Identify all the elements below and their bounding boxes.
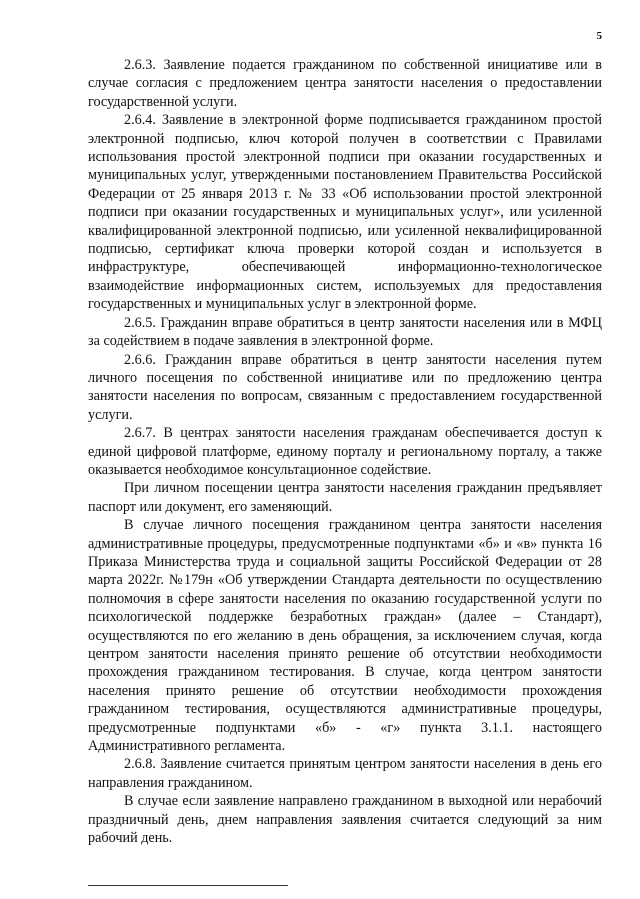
- paragraph-2-6-6: 2.6.6. Гражданин вправе обратиться в центр занятости населения путем личного посещения по собственной инициативе или по предложению центра занятости населения по вопросам, связанным с предоставлением государственной услуги.: [88, 351, 602, 423]
- footer-divider: [88, 885, 288, 886]
- paragraph-holiday: В случае если заявление направлено гражданином в выходной или нерабочий праздничный день, днем направления заявления считается следующий за ним рабочий день.: [88, 793, 602, 847]
- paragraph-2-6-3: 2.6.3. Заявление подается гражданином по собственной инициативе или в случае согласия с предложением центра занятости населения о предоставлении государственной услуги.: [88, 57, 602, 110]
- paragraph-2-6-4: 2.6.4. Заявление в электронной форме подписывается гражданином простой электронной подписью, ключ которой получен в соответствии с Правилами использования простой электронной подписи при оказании государственных и муниципальных услуг, утвержденными постановлением Правительства Российской Федерации от 25 января 2013 г. № 33 «Об использовании простой электронной подписи при оказании государственных и муниципальных услуг», или усиленной квалифицированной электронной подписью, или усиленной неквалифицированной подписью, сертификат ключа проверки которой создан и используется в инфраструктуре, обеспечивающей информационно-технологическое взаимодействие информационных систем, используемых для предоставления государственных и муниципальных услуг в электронной форме.: [88, 112, 602, 313]
- document-body: [88, 56, 602, 847]
- paragraph-personal-visit: В случае личного посещения гражданином центра занятости населения административные процедуры, предусмотренные подпунктами «б» и «в» пункта 16 Приказа Министерства труда и социальной защиты Российской Федерации от 28 марта 2022г. №179н «Об утверждении Стандарта деятельности по осуществлению полномочия в сфере занятости населения по оказанию государственной услуги по психологической поддержке безработных граждан» (далее – Стандарт), осуществляются по его желанию в день обращения, за исключением случая, когда центром занятости населения принято решение об отсутствии необходимости прохождения гражданином тестирования. В случае, когда центром занятости населения принято решение об отсутствии необходимости прохождения гражданином тестирования, осуществляются административные процедуры, предусмотренные подпунктами «б» - «г» пункта 3.1.1. настоящего Административного регламента.: [88, 517, 602, 755]
- paragraph-2-6-8: 2.6.8. Заявление считается принятым центром занятости населения в день его направления гражданином.: [88, 756, 602, 791]
- paragraph-passport: При личном посещении центра занятости населения гражданин предъявляет паспорт или документ, его заменяющий.: [88, 480, 602, 515]
- page-number: 5: [596, 30, 602, 42]
- paragraph-2-6-7: 2.6.7. В центрах занятости населения гражданам обеспечивается доступ к единой цифровой платформе, единому порталу и региональному порталу, а также оказывается необходимое консультационное содействие.: [88, 425, 602, 478]
- paragraph-2-6-5: 2.6.5. Гражданин вправе обратиться в центр занятости населения или в МФЦ за содействием в подаче заявления в электронной форме.: [88, 314, 602, 350]
